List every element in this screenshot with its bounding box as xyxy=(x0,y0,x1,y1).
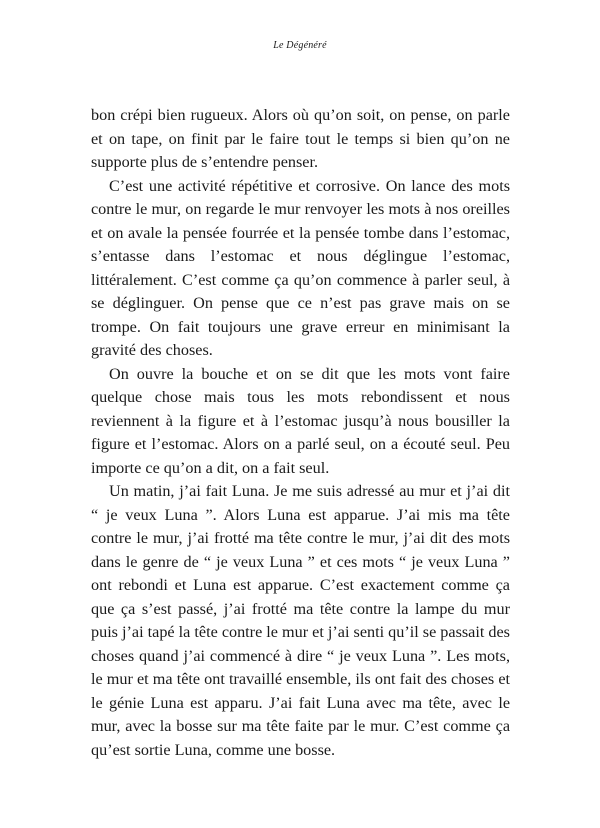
paragraph-2: C’est une activité répétitive et corrosive. On lance des mots contre le mur, on regarde le mur renvoyer les mots à nos oreilles et on avale la pensée fourrée et la pensée tombe dans l’estomac, s’entasse dans l’estomac et nous déglingue l’estomac, littéralement. C’est comme ça qu’on commence à parler seul, à se déglinguer. On pense que ce n’est pas grave mais on se trompe. On fait toujours une grave erreur en minimisant la gravité des choses. xyxy=(91,176,510,359)
paragraph-1: bon crépi bien rugueux. Alors où qu’on soit, on pense, on parle et on tape, on finit par le faire tout le temps si bien qu’on ne supporte plus de s’entendre penser. xyxy=(91,106,510,171)
running-header: Le Dégénéré xyxy=(273,40,327,51)
paragraph-4: Un matin, j’ai fait Luna. Je me suis adressé au mur et j’ai dit “ je veux Luna ”. Alors Luna est apparue. J’ai mis ma tête contre le mur, j’ai frotté ma tête contre le mur, j’ai dit des mots dans le genre de “ je veux Luna ” et ces mots “ je veux Luna ” ont rebondi et Luna est apparue. C’est exactement comme ça que ça s’est passé, j’ai frotté ma tête contre la lampe du mur puis j’ai tapé la tête contre le mur et j’ai senti qu’il se passait des choses quand j’ai commencé à dire “ je veux Luna ”. Les mots, le mur et ma tête ont travaillé ensemble, ils ont fait des choses et le génie Luna est apparu. J’ai fait Luna avec ma tête, avec le mur, avec la bosse sur ma tête faite par le mur. C’est comme ça qu’est sortie Luna, comme une bosse. xyxy=(91,482,510,759)
paragraph-3: On ouvre la bouche et on se dit que les mots vont faire quelque chose mais tous les mots rebondissent et nous reviennent à la figure et à l’estomac jusqu’à nous bousiller la figure et l’estomac. Alors on a parlé seul, on a écouté seul. Peu importe ce qu’on a dit, on a fait seul. xyxy=(91,364,510,477)
body-text xyxy=(91,104,510,762)
